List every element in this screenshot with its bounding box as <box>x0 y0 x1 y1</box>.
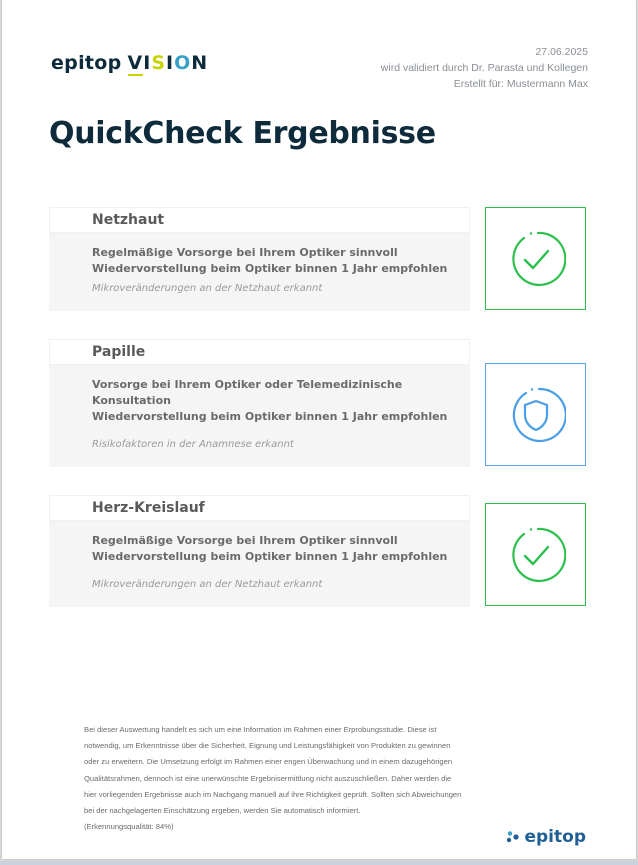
recommendation-line: Wiedervorstellung beim Optiker binnen 1 Jahr empfohlen <box>92 410 448 423</box>
section-papille <box>49 339 470 467</box>
recommendation-line: Regelmäßige Vorsorge bei Ihrem Optiker sinnvoll <box>92 534 398 547</box>
shield-icon <box>506 385 566 445</box>
recommendation-line: Regelmäßige Vorsorge bei Ihrem Optiker sinnvoll <box>92 246 398 259</box>
section-netzhaut <box>49 207 470 311</box>
page-title: QuickCheck Ergebnisse <box>49 116 436 151</box>
section-body <box>49 233 470 311</box>
status-box-papille <box>485 363 586 466</box>
recognition-quality: (Erkennungsqualität: 84%) <box>84 822 174 832</box>
status-box-herz-kreislauf <box>485 503 586 606</box>
report-date: 27.06.2025 <box>535 46 588 58</box>
section-header <box>49 495 470 521</box>
recommendation-line: Wiedervorstellung beim Optiker binnen 1 Jahr empfohlen <box>92 262 448 275</box>
section-header <box>49 207 470 233</box>
created-for: Erstellt für: Mustermann Max <box>453 78 588 90</box>
epitop-vision-logo <box>51 52 208 76</box>
section-heading: Netzhaut <box>92 212 165 228</box>
finding-note: Risikofaktoren in der Anamnese erkannt <box>92 439 294 450</box>
epitop-dots-icon <box>506 830 520 844</box>
logo-word: epitop <box>51 52 122 74</box>
recommendation-line: Wiedervorstellung beim Optiker binnen 1 Jahr empfohlen <box>92 550 448 563</box>
check-circle-icon <box>506 229 566 289</box>
check-circle-icon <box>506 525 566 585</box>
validated-by: wird validiert durch Dr. Parasta und Kollegen <box>380 62 588 74</box>
viewer-bottom-bar <box>0 861 638 865</box>
recommendation-line: Vorsorge bei Ihrem Optiker oder Telemedizinische Konsultation <box>92 378 403 407</box>
section-herz-kreislauf <box>49 495 470 607</box>
report-page <box>2 0 636 859</box>
finding-note: Mikroveränderungen an der Netzhaut erkannt <box>92 579 323 590</box>
disclaimer <box>84 722 464 835</box>
section-body <box>49 365 470 467</box>
report-meta <box>381 44 588 92</box>
disclaimer-text: Bei dieser Auswertung handelt es sich um eine Information im Rahmen einer Erprobungsstudie. Diese ist notwendig, um Erkenntnisse über die Sicherheit, Eignung und Leistungsfähigkeit von Produkten zu gewinnen oder zu erweitern. Die Umsetzung erfolgt im Rahmen einer engen Überwachung und in einem dazugehörigen Qualitätsrahmen, dennoch ist eine unerwünschte Ergebnisermittlung nicht auszuschließen. Daher werden die hier vorliegenden Ergebnisse auch im Nachgang manuell auf ihre Richtigkeit geprüft. Sollten sich Abweichungen bei der nachgelagerten Einschätzung ergeben, werden Sie automatisch informiert. <box>84 725 462 816</box>
finding-note: Mikroveränderungen an der Netzhaut erkannt <box>92 283 323 294</box>
footer-logo-word: epitop <box>524 827 586 847</box>
section-heading: Herz-Kreislauf <box>92 500 205 516</box>
section-header <box>49 339 470 365</box>
section-heading: Papille <box>92 344 146 360</box>
epitop-footer-logo <box>506 827 586 847</box>
logo-vision-word: VISION <box>127 52 209 74</box>
status-box-netzhaut <box>485 207 586 310</box>
section-body <box>49 521 470 607</box>
